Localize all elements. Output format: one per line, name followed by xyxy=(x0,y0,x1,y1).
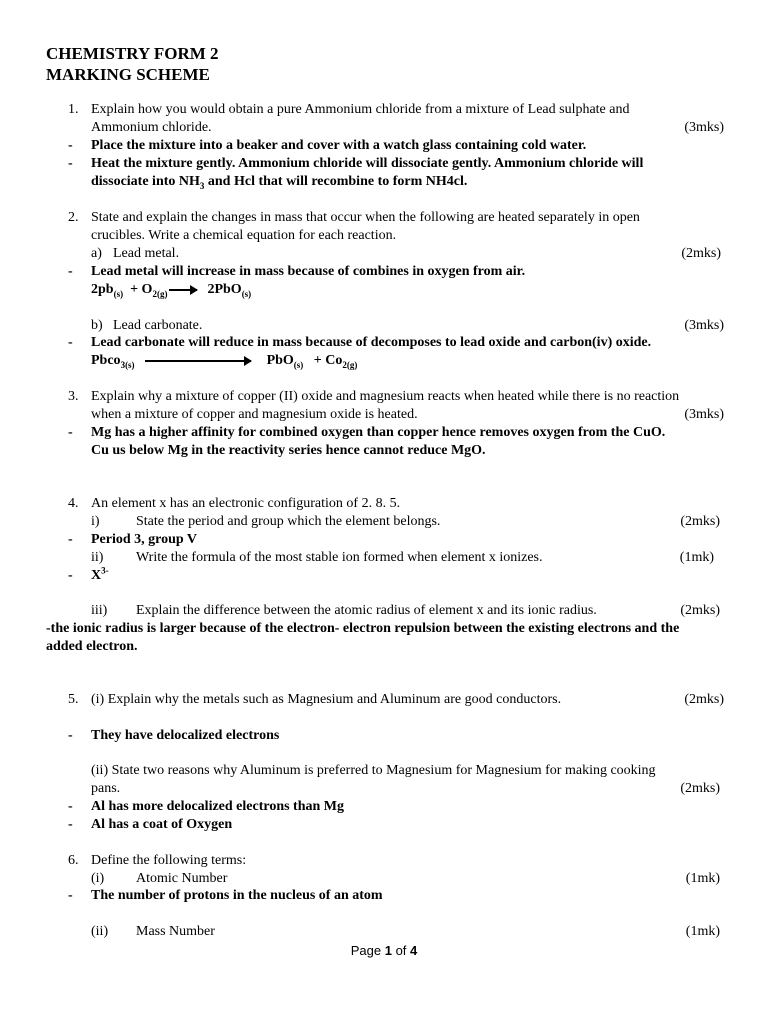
answer-text: Cu us below Mg in the reactivity series hence cannot reduce MgO. xyxy=(91,443,486,458)
question-text: crucibles. Write a chemical equation for each reaction. xyxy=(91,228,397,243)
question-number: 5. xyxy=(68,692,79,707)
bullet-dash: - xyxy=(68,138,73,153)
marks-label: (2mks) xyxy=(684,692,724,707)
document-subtitle: MARKING SCHEME xyxy=(46,65,210,84)
answer-text: Al has a coat of Oxygen xyxy=(91,817,233,832)
answer-text: dissociate into $NH_3$ and Hcl that will recombine to form NH4cl. xyxy=(91,174,468,191)
answer-text: Mg has a higher affinity for combined oxygen than copper hence removes oxygen from the CuO. xyxy=(91,425,666,440)
bullet-dash: - xyxy=(68,728,73,743)
question-text: An element x has an electronic configuration of 2. 8. 5. xyxy=(91,496,401,511)
bullet-dash: - xyxy=(68,264,73,279)
reaction-arrow-icon xyxy=(145,360,251,362)
question-text: Ammonium chloride. xyxy=(91,120,212,135)
marks-label: (3mks) xyxy=(684,407,724,422)
marks-label: (1mk) xyxy=(679,550,714,565)
question-text: Explain why a mixture of copper (II) oxide and magnesium reacts when heated while there is no reaction xyxy=(91,389,680,404)
bullet-dash: - xyxy=(68,532,73,547)
question-number: 2. xyxy=(68,210,79,225)
subquestion-label: iii) xyxy=(91,603,108,618)
bullet-dash: - xyxy=(68,817,73,832)
answer-text: Al has more delocalized electrons than Mg xyxy=(91,799,345,814)
subquestion-text: Atomic Number xyxy=(136,871,228,886)
question-text: Define the following terms: xyxy=(91,853,247,868)
answer-text: Heat the mixture gently. Ammonium chloride will dissociate gently. Ammonium chloride will xyxy=(91,156,644,171)
bullet-dash: - xyxy=(68,425,73,440)
subquestion-label: b) xyxy=(91,318,103,333)
subquestion-label: i) xyxy=(91,514,100,529)
question-text: (ii) State two reasons why Aluminum is preferred to Magnesium for Magnesium for making cooking xyxy=(91,763,656,778)
question-text: (i) Explain why the metals such as Magnesium and Aluminum are good conductors. xyxy=(91,692,562,707)
marks-label: (1mk) xyxy=(685,871,720,886)
question-text: pans. xyxy=(91,781,121,796)
question-number: 3. xyxy=(68,389,79,404)
marks-label: (3mks) xyxy=(684,318,724,333)
question-number: 1. xyxy=(68,102,79,117)
answer-text: added electron. xyxy=(46,639,138,654)
marks-label: (1mk) xyxy=(685,924,720,939)
reaction-arrow-icon xyxy=(169,289,197,291)
subquestion-text: Mass Number xyxy=(136,924,215,939)
question-number: 4. xyxy=(68,496,79,511)
marks-label: (2mks) xyxy=(680,514,720,529)
bullet-dash: - xyxy=(68,335,73,350)
answer-text: Lead metal will increase in mass because of combines in oxygen from air. xyxy=(91,264,526,279)
document-title: CHEMISTRY FORM 2 xyxy=(46,44,219,63)
question-text: when a mixture of copper and magnesium oxide is heated. xyxy=(91,407,418,422)
subquestion-text: Lead metal. xyxy=(113,246,180,261)
bullet-dash: - xyxy=(68,799,73,814)
bullet-dash: - xyxy=(68,888,73,903)
marks-label: (2mks) xyxy=(681,246,721,261)
answer-text: Place the mixture into a beaker and cover with a watch glass containing cold water. xyxy=(91,138,587,153)
subquestion-text: Write the formula of the most stable ion formed when element x ionizes. xyxy=(136,550,543,565)
marks-label: (3mks) xyxy=(684,120,724,135)
answer-text: -the ionic radius is larger because of the electron- electron repulsion between the existing electrons and the xyxy=(46,621,680,636)
answer-text: $X^{3-}$ xyxy=(91,565,109,583)
question-number: 6. xyxy=(68,853,79,868)
subquestion-text: Lead carbonate. xyxy=(113,318,203,333)
subquestion-label: ii) xyxy=(91,550,104,565)
answer-text: The number of protons in the nucleus of an atom xyxy=(91,888,383,903)
bullet-dash: - xyxy=(68,156,73,171)
question-text: State and explain the changes in mass that occur when the following are heated separately in open xyxy=(91,210,640,225)
bullet-dash: - xyxy=(68,568,73,583)
chemical-equation: $2pb_{(s)} + O_{2(g)}$ 2PbO$_{(s)}$ xyxy=(91,282,252,299)
chemical-equation: Pbco$_{3(s)}$ $PbO_{(s)} + Co_{2(g)}$ xyxy=(91,353,358,370)
answer-text: Period 3, group V xyxy=(91,532,198,547)
question-text: Explain how you would obtain a pure Ammonium chloride from a mixture of Lead sulphate and xyxy=(91,102,630,117)
answer-text: They have delocalized electrons xyxy=(91,728,280,743)
answer-text: Lead carbonate will reduce in mass because of decomposes to lead oxide and carbon(iv) oxide. xyxy=(91,335,652,350)
subquestion-text: State the period and group which the element belongs. xyxy=(136,514,441,529)
marks-label: (2mks) xyxy=(680,781,720,796)
page-number: Page 1 of 4 xyxy=(350,943,418,958)
subquestion-text: Explain the difference between the atomic radius of element x and its ionic radius. xyxy=(136,603,597,618)
subquestion-label: (i) xyxy=(91,871,105,886)
subquestion-label: (ii) xyxy=(91,924,109,939)
marks-label: (2mks) xyxy=(680,603,720,618)
subquestion-label: a) xyxy=(91,246,102,261)
